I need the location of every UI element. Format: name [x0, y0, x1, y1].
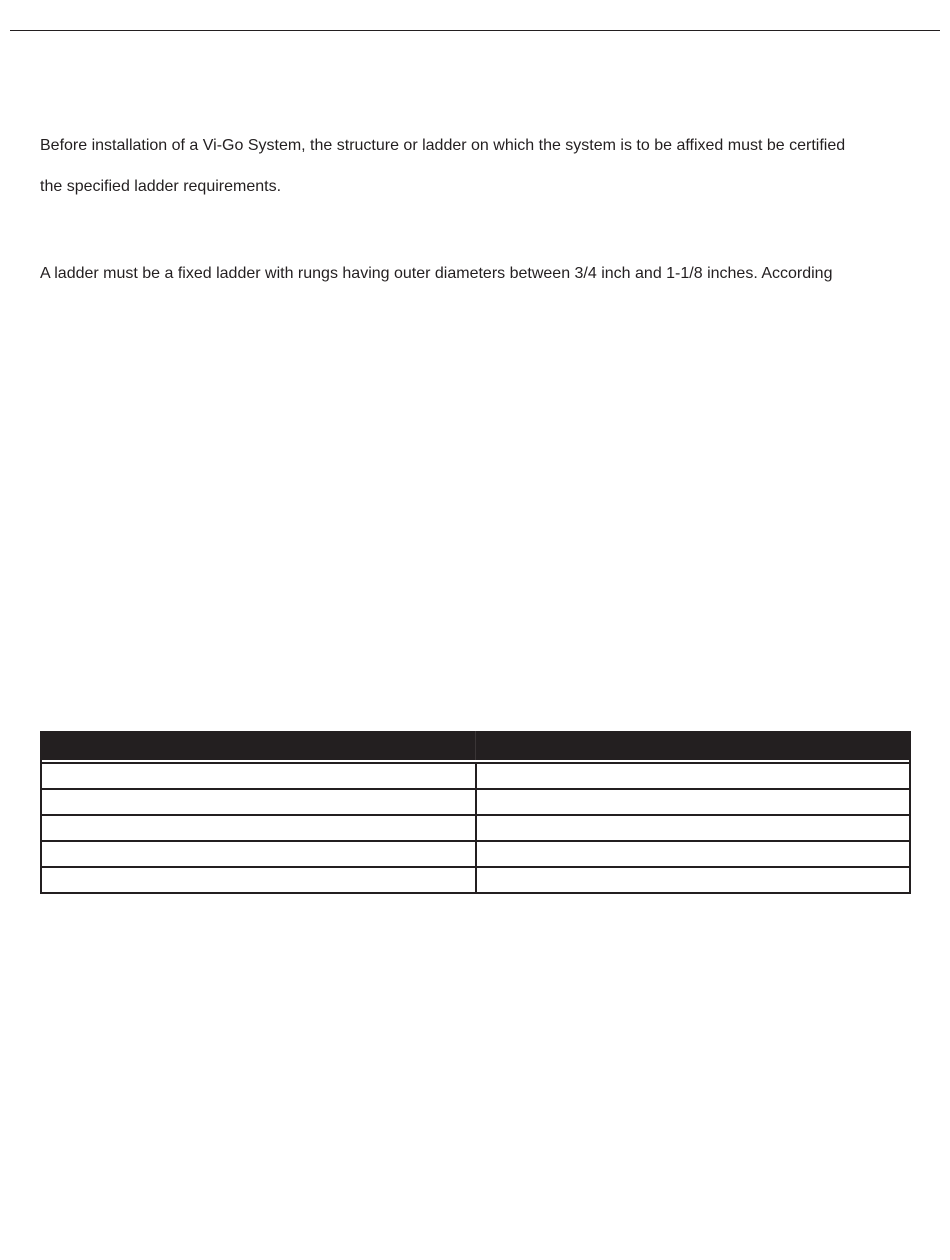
table-header-cell: [475, 731, 909, 760]
table-cell: [42, 842, 475, 866]
intro-paragraph-line-1: Before installation of a Vi-Go System, the structure or ladder on which the system is to be affixed must be certified: [40, 137, 846, 154]
table-cell: [42, 790, 475, 814]
table-cell: [475, 868, 910, 892]
table-body: [42, 760, 909, 892]
table-header-row: [42, 731, 909, 760]
table-row: [42, 840, 909, 866]
ladder-requirement-paragraph: A ladder must be a fixed ladder with rungs having outer diameters between 3/4 inch and 1-1/8 inches. According: [40, 265, 833, 282]
table-row: [42, 762, 909, 788]
table-header-cell: [42, 731, 475, 760]
table-cell: [475, 816, 910, 840]
ladder-requirements-table: [40, 731, 911, 894]
table-cell: [475, 842, 910, 866]
table-cell: [475, 790, 910, 814]
table-cell: [475, 764, 910, 788]
table-row: [42, 866, 909, 892]
table-cell: [42, 816, 475, 840]
table-row: [42, 814, 909, 840]
intro-paragraph-line-2: the specified ladder requirements.: [40, 178, 282, 195]
header-rule: [10, 30, 940, 31]
table-cell: [42, 868, 475, 892]
table-row: [42, 788, 909, 814]
table-cell: [42, 764, 475, 788]
